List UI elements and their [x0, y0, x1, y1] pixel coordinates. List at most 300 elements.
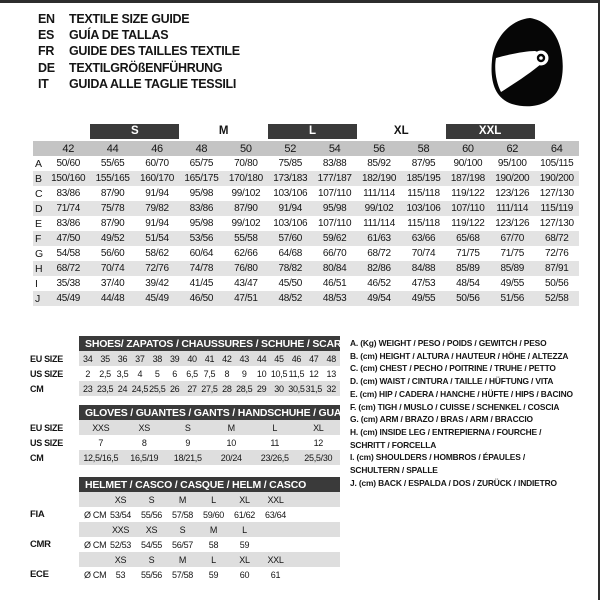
row-letter: I — [35, 277, 38, 290]
language-row — [38, 60, 240, 76]
shoes-cell: 12 — [309, 368, 319, 379]
spacer-cell — [291, 492, 340, 507]
shoes-cell: 11,5 — [288, 368, 305, 379]
helmet-value-cell: 59 — [208, 569, 219, 580]
language-code: DE — [38, 60, 55, 75]
helmet-values-row — [30, 537, 340, 552]
measurement-cell: 48/52 — [268, 291, 312, 306]
shoes-cell: 9 — [241, 368, 247, 379]
measurement-cell: 44/48 — [90, 291, 134, 306]
helmet-size-header: XS — [136, 522, 167, 537]
measurement-cell: 127/130 — [539, 188, 574, 199]
shoes-cell: 32 — [322, 381, 340, 396]
row-label: US SIZE — [30, 366, 79, 381]
measurement-cell: 52/58 — [535, 291, 580, 306]
spacer-cell — [291, 507, 340, 522]
measurement-cell: 160/170 — [135, 171, 179, 186]
language-code: FR — [38, 44, 55, 59]
measurement-cell: 50/56 — [544, 278, 569, 289]
spacer-cell — [291, 552, 340, 567]
measurement-cell: 58/62 — [145, 248, 169, 259]
shoes-cell: 28,5 — [236, 381, 253, 396]
shoes-row — [30, 366, 340, 381]
gloves-row — [30, 420, 340, 435]
measurement-cell: 105/115 — [540, 158, 574, 169]
size-group-cell — [46, 124, 90, 141]
language-row — [38, 27, 240, 43]
gloves-cell: XXS — [79, 420, 123, 435]
shoes-cell: 24 — [114, 381, 131, 396]
measurement-cell: 45/50 — [278, 278, 303, 289]
legend-line: E. (cm) HIP / CADERA / HANCHE / HÜFTE / HIPS / BACINO — [350, 388, 573, 399]
row-letter: G — [35, 247, 43, 260]
measurement-cell: 111/114 — [363, 218, 395, 229]
helmet-size-header: S — [136, 552, 167, 567]
measurement-cell: 173/183 — [268, 171, 312, 186]
helmet-header-row — [30, 477, 340, 492]
shoes-cell: 30 — [270, 381, 287, 396]
size-column-header: 58 — [401, 141, 445, 156]
measurement-cell: 83/88 — [322, 158, 347, 169]
shoes-cell: 2 — [85, 368, 91, 379]
shoes-cell: 24,5 — [131, 381, 148, 396]
shoes-cell: 31,5 — [305, 381, 322, 396]
measurement-cell: 75/78 — [90, 201, 134, 216]
size-column-header: 62 — [490, 141, 534, 156]
measurement-cell: 46/50 — [179, 291, 223, 306]
helmet-values-row — [30, 567, 340, 582]
measurement-cell: 127/130 — [539, 218, 574, 229]
gloves-cell: XS — [123, 420, 167, 435]
helmet-size-header: XXS — [105, 522, 136, 537]
helmet-size-header: XL — [229, 552, 260, 567]
measurement-cell: 119/122 — [451, 218, 485, 229]
measurement-row — [33, 171, 579, 186]
spacer-cell — [30, 405, 79, 420]
measurement-cell: 71/75 — [500, 248, 525, 259]
measurement-cell: 48/53 — [312, 291, 356, 306]
spacer-cell — [291, 567, 340, 582]
row-letter: H — [33, 261, 46, 276]
shoes-cell: 34 — [79, 351, 96, 366]
legend-line: A. (Kg) WEIGHT / PESO / POIDS / GEWITCH / PESO — [350, 338, 547, 348]
size-group-cell — [535, 124, 580, 141]
shoes-cell: 30,5 — [288, 381, 305, 396]
measurement-cell: 49/54 — [357, 291, 401, 306]
language-code: ES — [38, 28, 55, 43]
shoes-cell: 42 — [218, 351, 235, 366]
measurement-cell: 119/122 — [451, 188, 485, 199]
shoes-cell: 38 — [149, 351, 166, 366]
legend-line: SCHRITT / FORCELLA — [350, 439, 437, 450]
language-title: GUIDA ALLE TAGLIE TESSILI — [69, 76, 237, 91]
measurement-row — [33, 291, 579, 306]
shoes-cell: 40 — [183, 351, 200, 366]
measurement-cell: 165/175 — [179, 171, 223, 186]
gloves-header-row — [30, 405, 340, 420]
helmet-value-cell: 55/56 — [140, 509, 163, 520]
measurement-cell: 177/187 — [312, 171, 356, 186]
measurement-cell: 87/90 — [224, 201, 268, 216]
measurement-cell: 47/51 — [224, 291, 268, 306]
measurement-cell: 66/70 — [322, 248, 347, 259]
size-group-xl: XL — [393, 125, 409, 137]
measurement-cell: 107/110 — [446, 201, 490, 216]
measurement-row — [33, 246, 579, 261]
helmet-value-cell: 61 — [270, 569, 281, 580]
measurement-cell: 55/58 — [224, 231, 268, 246]
diameter-unit: Ø CM — [84, 569, 107, 580]
spacer-cell — [291, 537, 340, 552]
size-group-s: S — [90, 124, 179, 139]
size-column-header: 46 — [135, 141, 179, 156]
row-letter: D — [33, 201, 46, 216]
measurement-cell: 50/56 — [446, 291, 490, 306]
measurement-row — [33, 231, 579, 246]
shoes-cell: 41 — [201, 351, 218, 366]
measurement-legend — [350, 337, 598, 489]
measurement-cell: 70/74 — [411, 248, 436, 259]
gloves-size-table — [30, 405, 358, 465]
helmet-size-header — [260, 522, 291, 537]
row-label: CM — [30, 381, 79, 396]
legend-line: B. (cm) HEIGHT / ALTURA / HAUTEUR / HÖHE / ALTEZZA — [350, 350, 569, 361]
measurement-cell: 54/58 — [56, 248, 80, 259]
legend-line: I. (cm) SHOULDERS / HOMBROS / ÉPAULES / — [350, 452, 526, 463]
standard-label-fia: FIA — [30, 507, 79, 522]
helmet-value-cell: 59 — [239, 539, 250, 550]
standard-label-cmr: CMR — [30, 537, 79, 552]
measurement-cell: 60/64 — [189, 248, 214, 259]
helmet-size-header: XL — [229, 492, 260, 507]
size-group-cell — [90, 124, 179, 141]
measurement-cell: 95/100 — [497, 158, 527, 169]
helmet-values-row — [30, 507, 340, 522]
measurement-cell: 85/92 — [367, 158, 391, 169]
measurement-cell: 155/165 — [90, 171, 134, 186]
page-top-border — [0, 0, 600, 3]
spacer-cell — [30, 336, 79, 351]
gloves-title: GLOVES / GUANTES / GANTS / HANDSCHUHE / GUANTI — [79, 405, 340, 420]
shoes-cell: 4 — [137, 368, 143, 379]
measurement-cell: 90/100 — [453, 158, 483, 169]
shoes-cell: 39 — [166, 351, 183, 366]
measurement-cell: 91/94 — [268, 201, 312, 216]
size-group-m: M — [218, 125, 229, 137]
measurement-cell: 68/72 — [46, 261, 90, 276]
measurement-row — [33, 216, 579, 231]
shoes-size-table — [30, 336, 355, 396]
shoes-cell: 27,5 — [201, 381, 218, 396]
language-row — [38, 11, 240, 27]
measurement-cell: 47/50 — [46, 231, 90, 246]
measurement-cell: 51/56 — [490, 291, 534, 306]
diameter-unit: Ø CM — [84, 539, 107, 550]
measurement-cell: 51/54 — [135, 231, 179, 246]
shoes-cell: 44 — [253, 351, 270, 366]
measurement-cell: 111/114 — [490, 201, 534, 216]
helmet-size-header: L — [198, 492, 229, 507]
measurement-cell: 53/56 — [179, 231, 223, 246]
helmet-value-cell: 58 — [208, 539, 219, 550]
helmet-size-header: XXL — [260, 552, 291, 567]
helmet-value-cell: 56/57 — [171, 539, 194, 550]
measurement-cell: 68/72 — [367, 248, 391, 259]
measurement-cell: 185/195 — [401, 171, 445, 186]
measurement-row — [33, 276, 579, 291]
measurement-cell: 95/98 — [189, 188, 214, 199]
measurement-cell: 115/119 — [535, 201, 580, 216]
measurement-cell: 82/86 — [357, 261, 401, 276]
spacer-cell — [30, 522, 79, 537]
measurement-cell: 78/82 — [268, 261, 312, 276]
shoes-cell: 36 — [114, 351, 131, 366]
helmet-value-cell: 61/62 — [233, 509, 256, 520]
measurement-cell: 49/55 — [401, 291, 445, 306]
shoes-cell: 23,5 — [96, 381, 113, 396]
spacer-cell — [291, 522, 340, 537]
legend-line: D. (cm) WAIST / CINTURA / TAILLE / HÜFTUNG / VITA — [350, 376, 554, 387]
measurement-row — [33, 156, 579, 171]
measurement-cell: 72/76 — [544, 248, 569, 259]
gloves-cell: M — [210, 420, 254, 435]
measurement-row — [33, 186, 579, 201]
row-letter: A — [35, 157, 42, 170]
measurement-cell: 87/90 — [100, 218, 125, 229]
measurement-cell: 80/84 — [312, 261, 356, 276]
measurement-row — [33, 201, 579, 216]
measurement-cell: 43/47 — [234, 278, 258, 289]
measurement-cell: 111/114 — [363, 188, 395, 199]
helmet-value-cell: 53/54 — [109, 509, 132, 520]
shoes-cell: 23 — [79, 381, 96, 396]
helmet-sizes-row — [30, 492, 340, 507]
spacer-cell — [30, 477, 79, 492]
measurement-cell: 65/68 — [446, 231, 490, 246]
shoes-cell: 13 — [326, 368, 336, 379]
spacer-cell — [30, 552, 79, 567]
language-title: TEXTILE SIZE GUIDE — [69, 12, 190, 26]
shoes-title: SHOES/ ZAPATOS / CHAUSSURES / SCHUHE / SCARPE — [79, 336, 340, 351]
measurement-cell: 41/45 — [189, 278, 214, 289]
standard-label-ece: ECE — [30, 567, 79, 582]
helmet-value-cell: 60 — [239, 569, 250, 580]
size-column-header: 56 — [357, 141, 401, 156]
helmet-size-header: M — [198, 522, 229, 537]
measurement-cell: 67/70 — [490, 231, 534, 246]
language-title: GUÍA DE TALLAS — [69, 28, 169, 43]
measurement-cell: 84/88 — [401, 261, 445, 276]
measurement-cell: 99/102 — [357, 201, 401, 216]
shoes-header-row — [30, 336, 340, 351]
size-group-xxl: XXL — [446, 124, 535, 139]
row-letter: C — [35, 187, 43, 200]
helmet-size-table — [30, 477, 340, 582]
shoes-cell: 45 — [270, 351, 287, 366]
measurement-cell: 95/98 — [189, 218, 214, 229]
language-code: IT — [38, 76, 49, 91]
size-column-header: 50 — [224, 141, 268, 156]
language-title: GUIDE DES TAILLES TEXTILE — [69, 44, 240, 59]
shoes-cell: 5 — [154, 368, 160, 379]
shoes-cell: 28 — [218, 381, 235, 396]
size-group-row — [33, 124, 579, 141]
measurement-cell: 91/94 — [145, 218, 169, 229]
helmet-size-header: S — [167, 522, 198, 537]
measurement-cell: 87/95 — [411, 158, 436, 169]
helmet-value-cell: 57/58 — [171, 509, 194, 520]
apparel-size-table — [33, 124, 579, 306]
size-column-header: 44 — [90, 141, 134, 156]
shoes-cell: 27 — [183, 381, 200, 396]
shoes-cell: 25,5 — [149, 381, 166, 396]
helmet-size-header: XS — [105, 552, 136, 567]
shoes-cell: 3,5 — [116, 368, 129, 379]
shoes-cell: 7,5 — [203, 368, 216, 379]
measurement-cell: 55/65 — [100, 158, 125, 169]
helmet-size-header: L — [229, 522, 260, 537]
measurement-cell: 103/106 — [273, 188, 308, 199]
shoes-cell: 26 — [166, 381, 183, 396]
size-group-cell — [179, 124, 268, 141]
helmet-value-cell: 59/60 — [202, 509, 225, 520]
shoes-cell: 29 — [253, 381, 270, 396]
spacer-cell — [79, 552, 105, 567]
measurement-cell: 103/106 — [401, 201, 445, 216]
legend-line: G. (cm) ARM / BRAZO / BRAS / ARM / BRACCIO — [350, 414, 533, 425]
size-column-header: 60 — [446, 141, 490, 156]
helmet-size-header: M — [167, 552, 198, 567]
size-group-cell — [268, 124, 357, 141]
measurement-cell: 47/53 — [411, 278, 436, 289]
measurement-cell: 123/126 — [495, 188, 530, 199]
measurement-cell: 63/66 — [401, 231, 445, 246]
shoes-cell: 43 — [236, 351, 253, 366]
size-column-header: 42 — [46, 141, 90, 156]
size-number-row — [33, 141, 579, 156]
measurement-cell: 50/60 — [56, 158, 80, 169]
measurement-cell: 83/86 — [56, 218, 80, 229]
racing-helmet-icon — [488, 16, 566, 108]
gloves-row — [30, 450, 340, 465]
measurement-cell: 187/198 — [446, 171, 490, 186]
measurement-cell: 83/86 — [56, 188, 80, 199]
language-title-block — [38, 11, 240, 92]
measurement-cell: 62/66 — [234, 248, 258, 259]
measurement-cell: 57/60 — [268, 231, 312, 246]
shoes-cell: 10,5 — [270, 368, 288, 379]
corner-cell — [33, 141, 46, 156]
row-label: CM — [30, 450, 79, 465]
gloves-cell: 11 — [270, 437, 280, 448]
size-column-header: 54 — [312, 141, 356, 156]
measurement-cell: 46/51 — [322, 278, 347, 289]
corner-cell — [33, 124, 46, 141]
size-column-header: 52 — [268, 141, 312, 156]
gloves-cell: S — [166, 420, 210, 435]
measurement-cell: 91/94 — [145, 188, 169, 199]
measurement-cell: 87/91 — [535, 261, 580, 276]
row-label: EU SIZE — [30, 420, 79, 435]
gloves-cell: 25,5/30 — [297, 450, 341, 465]
helmet-value-cell — [260, 537, 291, 552]
measurement-cell: 68/72 — [535, 231, 580, 246]
row-letter: J — [33, 291, 46, 306]
measurement-cell: 48/54 — [456, 278, 480, 289]
gloves-cell: 7 — [98, 437, 104, 448]
measurement-cell: 99/102 — [231, 218, 261, 229]
gloves-cell: L — [253, 420, 297, 435]
shoes-cell: 37 — [131, 351, 148, 366]
measurement-cell: 190/200 — [490, 171, 534, 186]
measurement-cell: 103/106 — [273, 218, 308, 229]
measurement-cell: 45/49 — [46, 291, 90, 306]
helmet-size-header: XXL — [260, 492, 291, 507]
helmet-sizes-row — [30, 522, 340, 537]
helmet-size-header: M — [167, 492, 198, 507]
helmet-size-header: L — [198, 552, 229, 567]
shoes-cell: 10 — [256, 368, 267, 379]
helmet-value-cell: 57/58 — [171, 569, 194, 580]
shoes-cell: 46 — [288, 351, 305, 366]
measurement-cell: 85/89 — [490, 261, 534, 276]
measurement-cell: 60/70 — [145, 158, 169, 169]
helmet-value-cell: 54/55 — [140, 539, 163, 550]
measurement-cell: 99/102 — [231, 188, 261, 199]
shoes-cell: 35 — [96, 351, 113, 366]
measurement-cell: 83/86 — [179, 201, 223, 216]
measurement-cell: 46/52 — [367, 278, 391, 289]
helmet-value-cell: 53 — [115, 569, 126, 580]
size-group-cell — [446, 124, 535, 141]
measurement-cell: 170/180 — [224, 171, 268, 186]
helmet-value-cell: 52/53 — [109, 539, 132, 550]
spacer-cell — [79, 492, 105, 507]
legend-line: SCHULTERN / SPALLE — [350, 465, 438, 476]
measurement-cell: 37/40 — [100, 278, 125, 289]
measurement-cell: 79/82 — [135, 201, 179, 216]
helmet-size-header: S — [136, 492, 167, 507]
measurement-cell: 71/74 — [46, 201, 90, 216]
measurement-cell: 87/90 — [100, 188, 125, 199]
measurement-cell: 64/68 — [278, 248, 303, 259]
shoes-cell: 6 — [172, 368, 178, 379]
measurement-cell: 95/98 — [312, 201, 356, 216]
row-letter: E — [35, 217, 42, 230]
gloves-cell: 16,5/19 — [123, 450, 167, 465]
gloves-cell: 18/21,5 — [166, 450, 210, 465]
size-column-header: 48 — [179, 141, 223, 156]
legend-line: J. (cm) BACK / ESPALDA / DOS / ZURÜCK / INDIETRO — [350, 477, 557, 488]
helmet-size-header: XS — [105, 492, 136, 507]
row-letter: B — [33, 171, 46, 186]
diameter-unit: Ø CM — [84, 509, 107, 520]
language-row — [38, 43, 240, 59]
legend-line: H. (cm) INSIDE LEG / ENTREPIERNA / FOURCHE / — [350, 426, 542, 437]
measurement-cell: 61/63 — [357, 231, 401, 246]
size-column-header: 64 — [535, 141, 580, 156]
shoes-cell: 6,5 — [186, 368, 198, 379]
measurement-cell: 85/89 — [446, 261, 490, 276]
measurement-cell: 70/80 — [234, 158, 258, 169]
measurement-cell: 49/52 — [90, 231, 134, 246]
gloves-row — [30, 435, 340, 450]
gloves-cell: 9 — [185, 437, 191, 448]
shoes-row — [30, 381, 340, 396]
measurement-cell: 190/200 — [535, 171, 580, 186]
measurement-cell: 75/85 — [278, 158, 303, 169]
size-group-l: L — [268, 124, 357, 139]
